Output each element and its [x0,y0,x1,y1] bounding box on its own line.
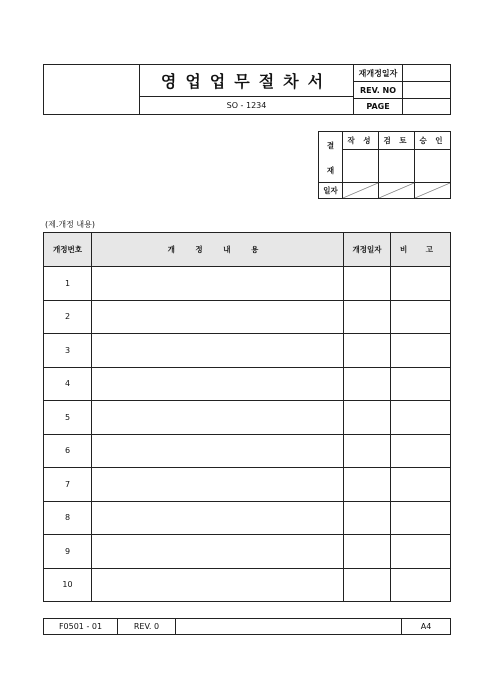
revision-no-cell: 8 [44,502,92,535]
revision-table-header [44,233,450,266]
header-revision-date: 개정일자 [344,233,391,266]
revision-date-cell[interactable] [344,401,391,434]
revision-content-cell[interactable] [92,301,344,334]
slash-mark [379,183,414,198]
revision-no-cell: 3 [44,334,92,367]
form-revision: REV. 0 [118,619,176,634]
approval-date-approve[interactable] [415,182,450,198]
remark-cell[interactable] [391,569,450,602]
revision-date-label: 재개정일자 [354,65,403,82]
revision-no-cell: 4 [44,368,92,401]
page-label: PAGE [354,99,403,114]
revision-content-cell[interactable] [92,569,344,602]
revision-date-cell[interactable] [344,468,391,501]
revision-content-cell[interactable] [92,368,344,401]
revision-date-cell[interactable] [344,535,391,568]
header-revision-content [92,233,344,266]
paper-size: A4 [420,622,432,631]
table-row [44,333,450,367]
header-remark-text: 비 고 [399,245,442,254]
revision-content-cell[interactable] [92,334,344,367]
slash-mark [415,183,450,198]
document-header [43,64,451,115]
approval-header-author: 작 성 [343,132,379,150]
revision-date-cell[interactable] [344,267,391,300]
revision-date-cell[interactable] [344,368,391,401]
revision-date-cell[interactable] [344,301,391,334]
approval-date-review[interactable] [379,182,415,198]
approval-side-label [319,132,343,182]
revision-no-cell: 2 [44,301,92,334]
remark-cell[interactable] [391,334,450,367]
page-value[interactable] [403,99,450,114]
approval-header-approve: 승 인 [415,132,450,150]
revision-content-cell[interactable] [92,401,344,434]
revision-table [43,232,451,602]
approval-date-author[interactable] [343,182,379,198]
revision-date-cell[interactable] [344,435,391,468]
revision-date-cell[interactable] [344,502,391,535]
header-revision-no: 개정번호 [44,233,92,266]
remark-cell[interactable] [391,267,450,300]
table-row [44,501,450,535]
revision-content-cell[interactable] [92,535,344,568]
approval-sign-author[interactable] [343,150,379,182]
approval-side-label-top: 결 [326,141,335,150]
table-row [44,534,450,568]
revision-no-cell: 6 [44,435,92,468]
table-row [44,467,450,501]
approval-sign-review[interactable] [379,150,415,182]
document-footer [43,618,451,635]
approval-sign-approve[interactable] [415,150,450,182]
revision-no-cell: 10 [44,569,92,602]
remark-cell[interactable] [391,468,450,501]
header-remark [391,233,450,266]
revision-caption: (제.개정 내용) [45,220,95,229]
revision-content-cell[interactable] [92,267,344,300]
header-revision-content-text: 개 정 내 용 [167,245,268,254]
remark-cell[interactable] [391,301,450,334]
approval-box [318,131,451,199]
document-number: SO - 1234 [140,97,354,114]
approval-side-label-bottom: 재 [326,166,335,175]
table-row [44,367,450,401]
table-row [44,266,450,300]
remark-cell[interactable] [391,401,450,434]
slash-mark [343,183,378,198]
revision-date-cell[interactable] [344,569,391,602]
remark-cell[interactable] [391,435,450,468]
remark-cell[interactable] [391,368,450,401]
revision-date-value[interactable] [403,65,450,82]
revision-date-cell[interactable] [344,334,391,367]
revision-content-cell[interactable] [92,468,344,501]
table-row [44,400,450,434]
table-row [44,434,450,468]
remark-cell[interactable] [391,502,450,535]
revision-no-cell: 9 [44,535,92,568]
table-row [44,568,450,602]
revision-no-cell: 5 [44,401,92,434]
revision-no-cell: 1 [44,267,92,300]
document-title: 영업업무절차서 [140,65,354,97]
footer-blank [176,619,402,634]
approval-header-review: 검 토 [379,132,415,150]
approval-date-label: 일자 [319,182,343,198]
rev-no-value[interactable] [403,82,450,99]
logo-area [44,65,140,114]
revision-content-cell[interactable] [92,502,344,535]
revision-content-cell[interactable] [92,435,344,468]
remark-cell[interactable] [391,535,450,568]
rev-no-label: REV. NO [354,82,403,99]
form-number: F0501 - 01 [44,619,118,634]
table-row [44,300,450,334]
revision-no-cell: 7 [44,468,92,501]
